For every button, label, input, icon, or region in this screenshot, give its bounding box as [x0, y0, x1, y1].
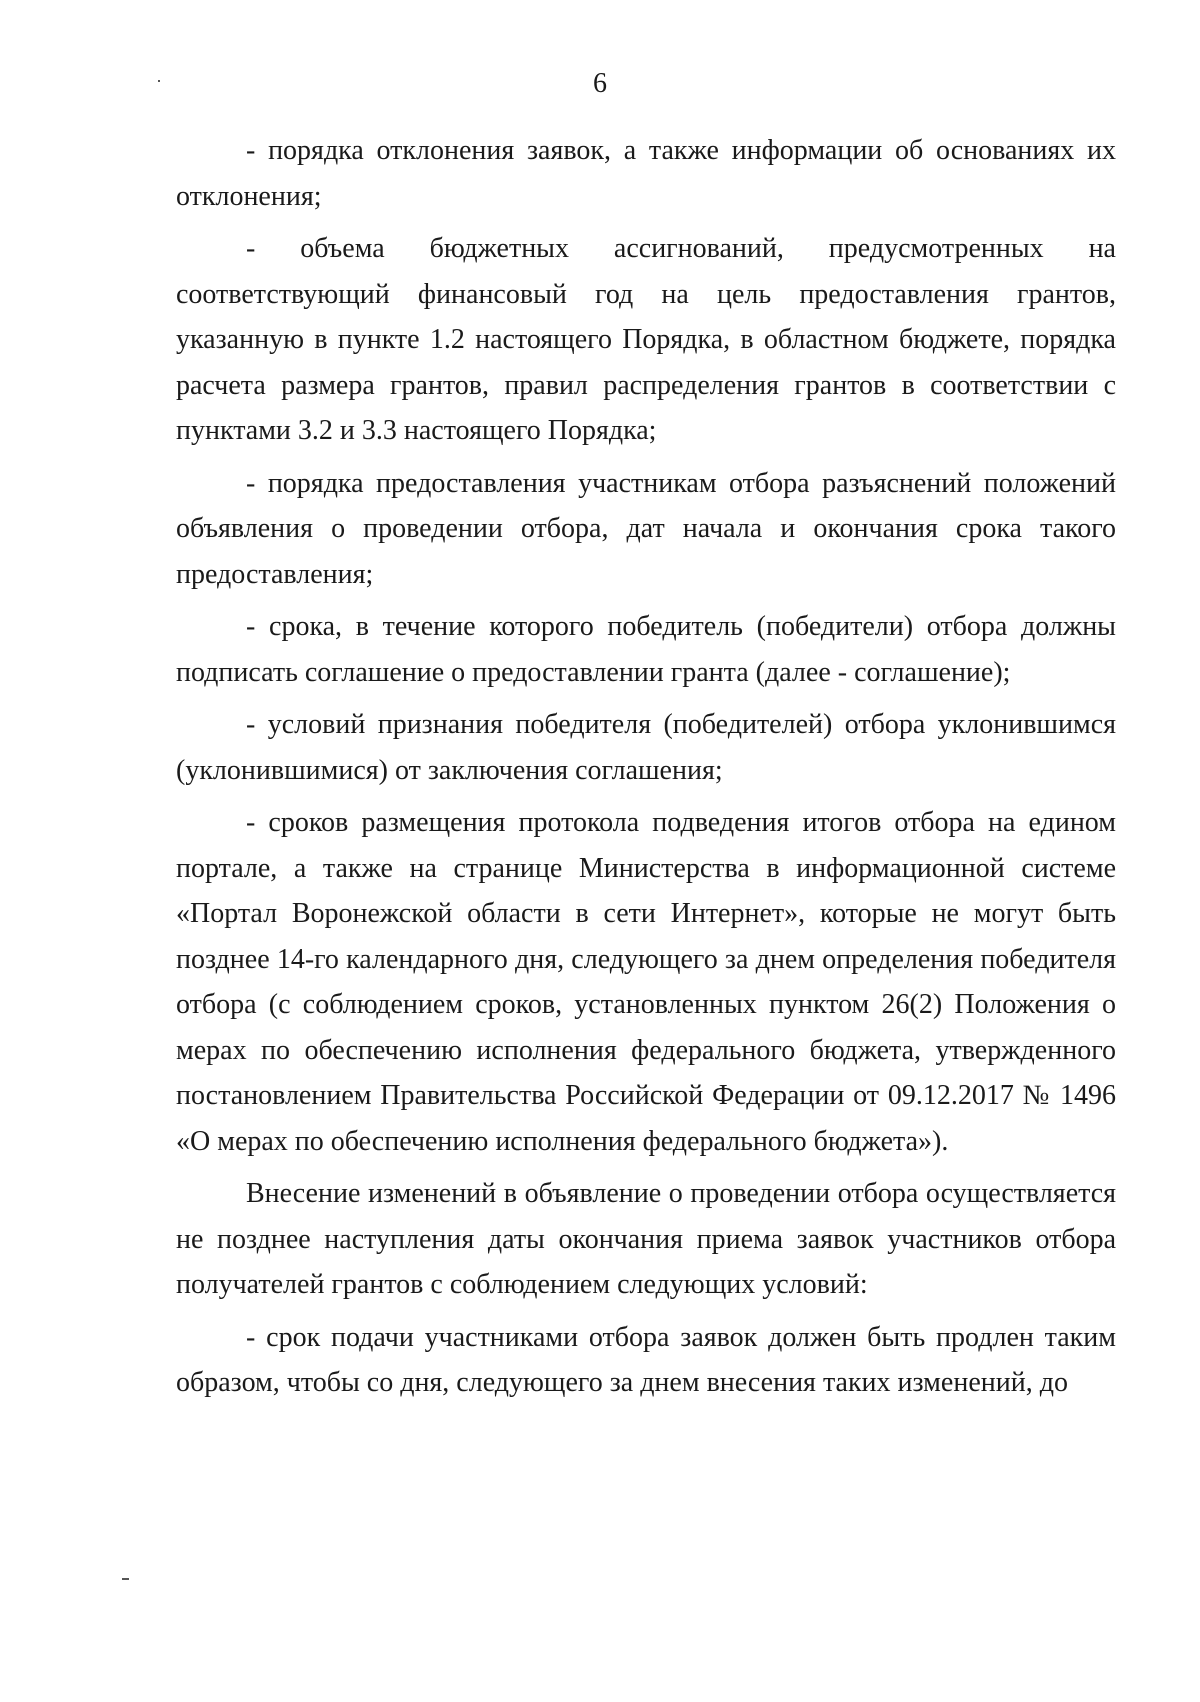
- paragraph-budget-volume: - объема бюджетных ассигнований, предусмотренных на соответствующий финансовый год на цель предоставления грантов, указанную в пункте 1.2 настоящего Порядка, в областном бюджете, порядка расчета размера грантов, правил распределения грантов в соответствии с пунктами 3.2 и 3.3 настоящего Порядка;: [176, 233, 1116, 446]
- scan-speck: [122, 1578, 129, 1580]
- paragraph-agreement-deadline: - срока, в течение которого победитель (победители) отбора должны подписать соглашение о предоставлении гранта (далее - соглашение);: [176, 611, 1116, 688]
- page-number: 6: [593, 68, 607, 99]
- paragraph-amendments-intro: Внесение изменений в объявление о проведении отбора осуществляется не позднее наступления даты окончания приема заявок участников отбора получателей грантов с соблюдением следующих условий:: [176, 1178, 1116, 1300]
- document-body: [176, 128, 1116, 1406]
- paragraph-clarification-procedure: - порядка предоставления участникам отбора разъяснений положений объявления о проведении отбора, дат начала и окончания срока такого предоставления;: [176, 467, 1116, 590]
- paragraph-extension-term: - срок подачи участниками отбора заявок должен быть продлен таким образом, чтобы со дня, следующего за днем внесения таких изменений, до: [176, 1321, 1116, 1398]
- paragraph-evasion-conditions: - условий признания победителя (победителей) отбора уклонившимся (уклонившимися) от заключения соглашения;: [176, 709, 1116, 786]
- paragraph-protocol-publication: - сроков размещения протокола подведения итогов отбора на едином портале, а также на странице Министерства в информационной системе «Портал Воронежской области в сети Интернет», которые не могут быть позднее 14-го календарного дня, следующего за днем определения победителя отбора (с соблюдением сроков, установленных пунктом 26(2) Положения о мерах по обеспечению исполнения федерального бюджета, утвержденного постановлением Правительства Российской Федерации от 09.12.2017 № 1496 «О мерах по обеспечению исполнения федерального бюджета»).: [176, 807, 1116, 1157]
- paragraph-rejection-procedure: - порядка отклонения заявок, а также информации об основаниях их отклонения;: [176, 135, 1116, 212]
